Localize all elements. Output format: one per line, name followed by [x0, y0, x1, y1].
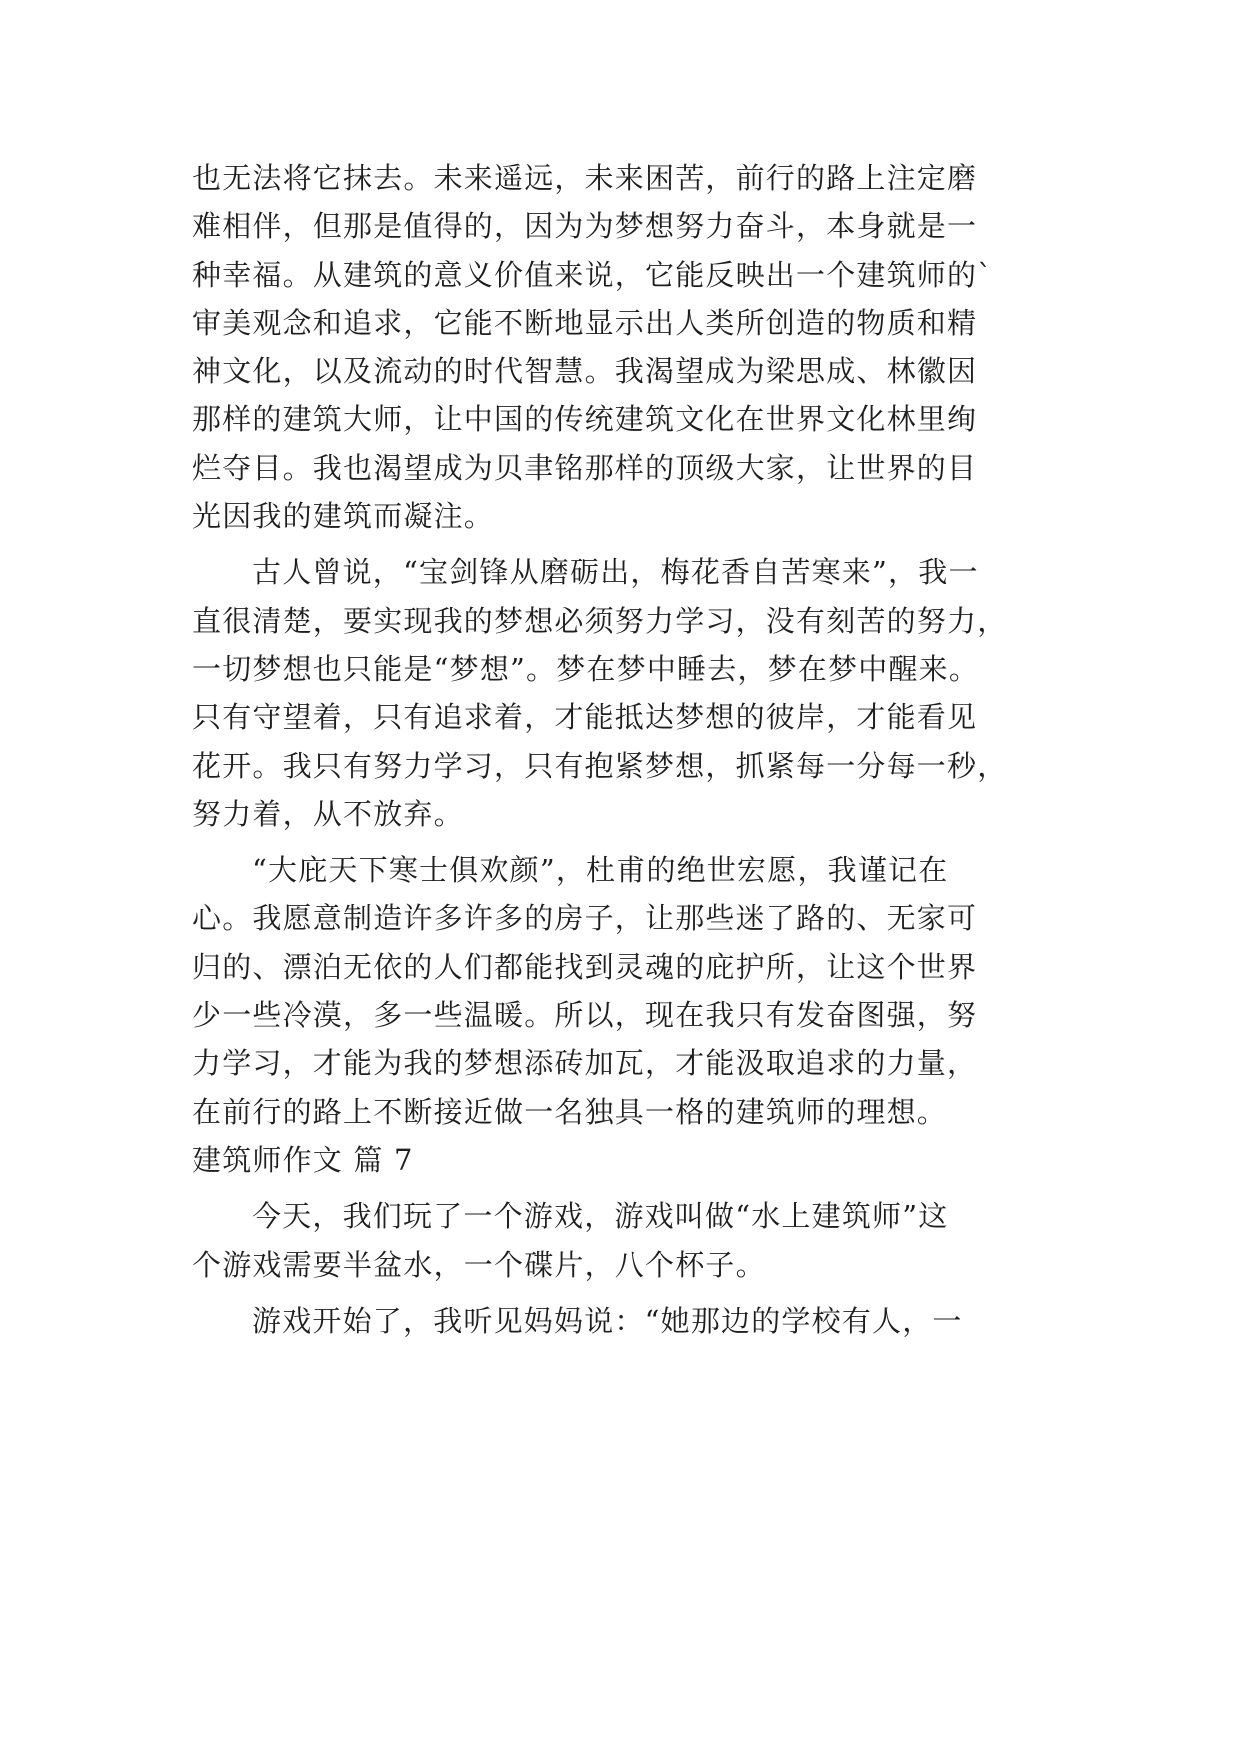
text-line: “大庇天下寒士俱欢颜”，杜甫的绝世宏愿，我谨记在	[252, 853, 949, 888]
text-line: 种幸福。从建筑的意义价值来说，它能反映出一个建筑师的`	[192, 257, 993, 292]
section-heading: 建筑师作文 篇 7	[192, 1142, 414, 1177]
paragraph	[192, 1192, 1062, 1289]
paragraph	[192, 548, 1062, 838]
text-line: 一切梦想也只能是“梦想”。梦在梦中睡去，梦在梦中醒来。	[192, 651, 980, 686]
text-line: 个游戏需要半盆水，一个碟片，八个杯子。	[192, 1247, 766, 1282]
text-line: 难相伴，但那是值得的，因为为梦想努力奋斗，本身就是一	[192, 209, 978, 244]
text-line: 审美观念和追求，它能不断地显示出人类所创造的物质和精	[192, 305, 978, 340]
text-line: 花开。我只有努力学习，只有抱紧梦想，抓紧每一分每一秒，	[192, 748, 1008, 783]
text-line: 在前行的路上不断接近做一名独具一格的建筑师的理想。	[192, 1094, 948, 1129]
text-line: 烂夺目。我也渴望成为贝聿铭那样的顶级大家，让世界的目	[192, 450, 978, 485]
text-line: 少一些冷漠，多一些温暖。所以，现在我只有发奋图强，努	[192, 998, 978, 1033]
text-line: 古人曾说，“宝剑锋从磨砺出，梅花香自苦寒来”，我一	[252, 555, 979, 590]
text-line: 今天，我们玩了一个游戏，游戏叫做“水上建筑师”这	[252, 1199, 949, 1234]
text-line: 力学习，才能为我的梦想添砖加瓦，才能汲取追求的力量，	[192, 1046, 978, 1081]
text-line: 神文化，以及流动的时代智慧。我渴望成为梁思成、林徽因	[192, 354, 978, 389]
document-body	[192, 154, 1062, 1345]
paragraph	[192, 1297, 1062, 1345]
text-line: 游戏开始了，我听见妈妈说：“她那边的学校有人，一	[252, 1303, 963, 1338]
text-line: 也无法将它抹去。未来遥远，未来困苦，前行的路上注定磨	[192, 161, 978, 195]
paragraph	[192, 154, 1062, 540]
text-line: 心。我愿意制造许多许多的房子，让那些迷了路的、无家可	[192, 901, 978, 936]
text-line: 直很清楚，要实现我的梦想必须努力学习，没有刻苦的努力，	[192, 603, 1008, 638]
text-line: 那样的建筑大师，让中国的传统建筑文化在世界文化林里绚	[192, 402, 978, 437]
paragraph	[192, 846, 1062, 1136]
text-line: 光因我的建筑而凝注。	[192, 499, 495, 534]
text-line: 只有守望着，只有追求着，才能抵达梦想的彼岸，才能看见	[192, 700, 978, 735]
text-line: 努力着，从不放弃。	[192, 796, 464, 831]
text-line: 归的、漂泊无依的人们都能找到灵魂的庇护所，让这个世界	[192, 949, 978, 984]
